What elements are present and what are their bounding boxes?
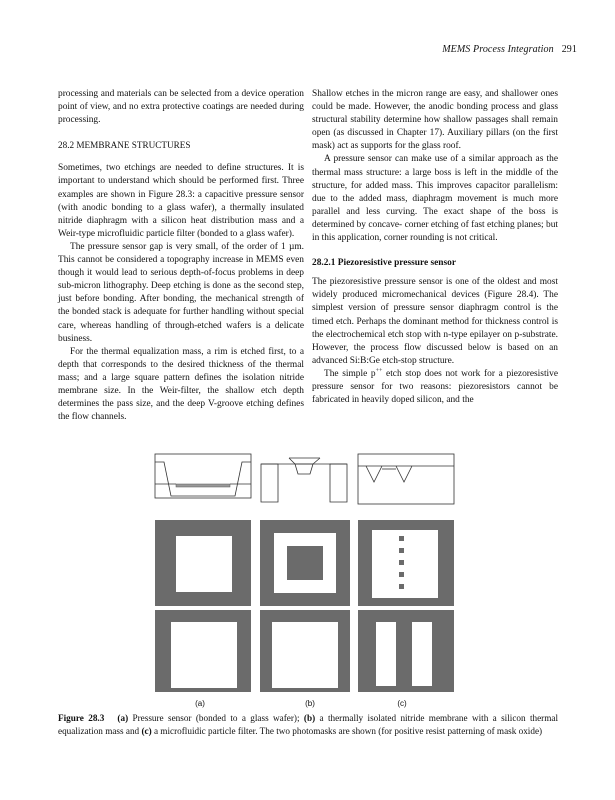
running-title: MEMS Process Integration <box>442 44 554 55</box>
mask-1-c <box>358 520 454 606</box>
mask-1-b <box>260 520 350 606</box>
mask-2-a <box>155 610 251 692</box>
figure-28-3 <box>150 452 460 708</box>
panel-label-b: (b) <box>305 699 315 708</box>
left-column <box>58 88 304 424</box>
cross-section-b <box>261 458 347 502</box>
running-header <box>442 44 577 55</box>
section-heading: 28.2 MEMBRANE STRUCTURES <box>58 140 191 151</box>
paragraph-boss: A pressure sensor can make use of a similar approach as the thermal mass structure: a large boss is left in the middle of the structure, for added mass. This improves capacitor parallelism: due to the added mass, diaphragm movement is much more parallel and less curving. The exact shape of the boss is determined by concave- corner etching of fast etching planes; but in this application, corner rounding is not critical. <box>312 154 558 244</box>
etch-stop-text-b: etch stop does not work for a piezoresistive pressure sensor for two reasons: piezoresistors cannot be fabricated in heavily doped silicon, and the <box>312 368 558 406</box>
caption-text-b: a thermally isolated nitride membrane with a silicon thermal equalization mass and <box>58 713 559 736</box>
figure-caption <box>58 712 558 737</box>
caption-tag-c: (c) <box>141 725 152 736</box>
etch-stop-text-a: The simple p <box>324 368 376 379</box>
paragraph-pressure-gap: The pressure sensor gap is very small, of the order of 1 µm. This cannot be considered a topography increase in MEMS even though it would lead to serious depth-of-focus problems in deep sub-micron lithography. Deep etching is done as the second step, just before bonding. After bonding, the mechanical strength of the bonded stack is adequate for further handling without special care, whereas handling of through-etched wafers is a delicate business. <box>58 241 304 344</box>
caption-text-c: a microfluidic particle filter. The two photomasks are shown (for positive resist patterning of mask oxide) <box>151 725 543 736</box>
cross-section-c <box>358 454 454 504</box>
caption-tag-b: (b) <box>303 713 316 723</box>
caption-text-a: Pressure sensor (bonded to a glass wafer); <box>128 713 304 723</box>
mask-2-c <box>358 610 454 692</box>
paragraph-shallow-etches: Shallow etches in the micron range are easy, and shallower ones could be made. However, the anodic bonding process and glass structural stability determine how shallow passages shall remain open (as discussed in Chapter 17). Auxiliary pillars (on the first mask) act as supports for the glass roof. <box>312 89 558 152</box>
panel-label-c: (c) <box>397 699 407 708</box>
mask-1-a <box>155 520 251 606</box>
page-number: 291 <box>561 44 577 55</box>
paragraph-thermal-mass: For the thermal equalization mass, a rim is etched first, to a depth that corresponds to the desired thickness of the thermal mass; and a large square pattern defines the isolation nitride membrane size. In the Weir-filter, the shallow etch depth determines the pass size, and the deep V-groove etching defines the flow channels. <box>58 346 304 423</box>
paragraph-two-etchings: Sometimes, two etchings are needed to define structures. It is important to understand which should be performed first. Three examples are shown in Figure 28.3: a capacitive pressure sensor (with anodic bonding to a glass wafer), a thermally insulated nitride diaphragm with a silicon heat distribution mass and a Weir-type microfluidic particle filter (bonded to a glass wafer). <box>58 163 304 239</box>
subsection-heading: 28.2.1 Piezoresistive pressure sensor <box>312 258 456 269</box>
caption-label: Figure 28.3 <box>58 713 105 723</box>
paragraph-etch-stop <box>312 368 558 407</box>
cross-section-a <box>155 454 251 498</box>
caption-tag-a: (a) <box>117 713 129 723</box>
paragraph-intro: processing and materials can be selected from a device operation point of view, and no extra protective coatings are needed during processing. <box>58 89 304 126</box>
doping-superscript: ++ <box>375 367 383 374</box>
paragraph-piezoresistive: The piezoresistive pressure sensor is one of the oldest and most widely produced micromechanical devices (Figure 28.4). The simplest version of pressure sensor diaphragm control is the timed etch. Perhaps the dominant method for thickness control is the electrochemical etch stop with n-type epilayer on p-substrate. However, the process flow discussed below is based on an advanced Si:B:Ge etch-stop structure. <box>312 277 558 366</box>
mask-2-b <box>260 610 350 692</box>
panel-label-a: (a) <box>195 699 205 708</box>
right-column <box>312 88 558 407</box>
figure-drawing <box>150 452 460 702</box>
